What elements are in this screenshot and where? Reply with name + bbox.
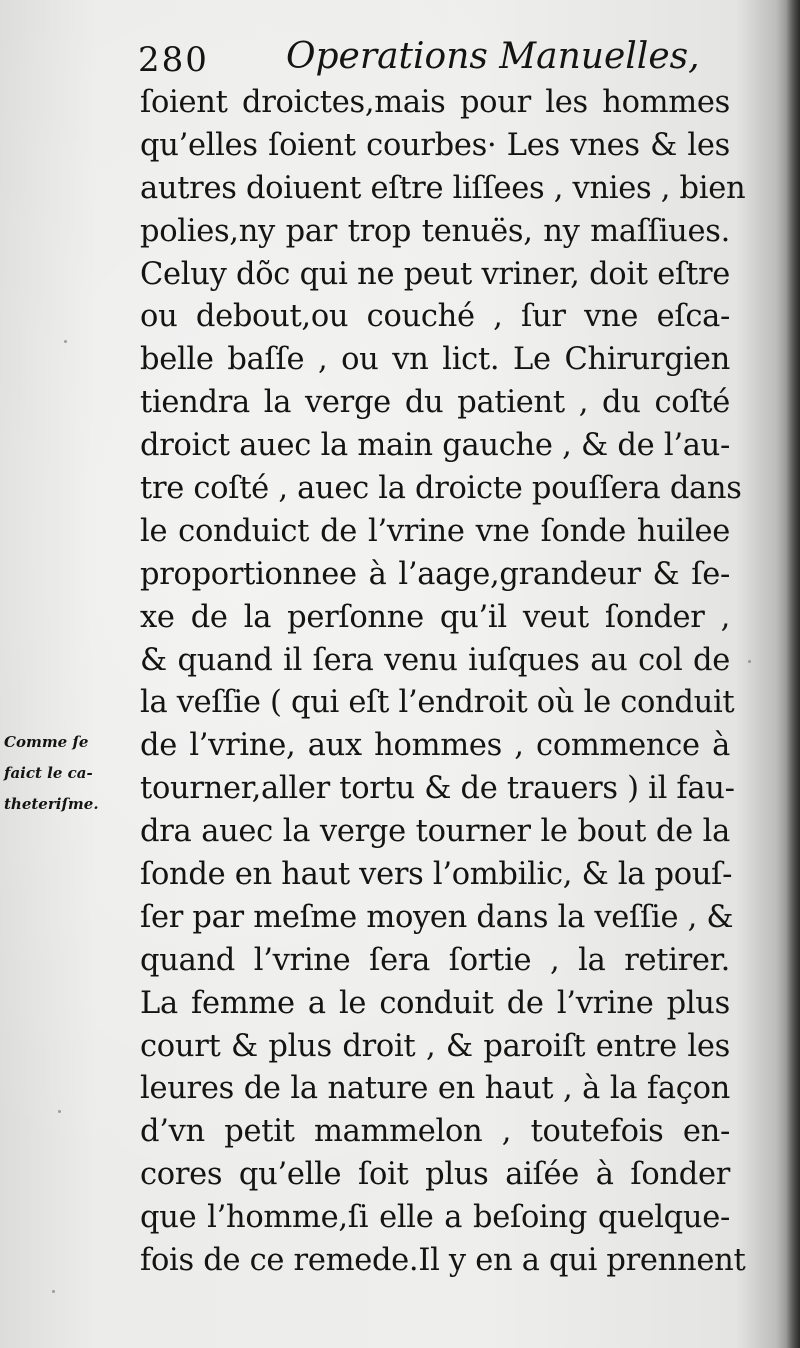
text-line: court & plus droit , & paroiſt entre les bbox=[140, 1028, 730, 1064]
paper-speck bbox=[64, 340, 67, 343]
text-line: ou debout,ou couché , ſur vne eſca- bbox=[140, 299, 730, 335]
text-line: fois de ce remede.Il y en a qui prennent bbox=[140, 1243, 746, 1279]
paper-speck bbox=[58, 1110, 61, 1113]
text-line: dra auec la verge tourner le bout de la bbox=[140, 814, 730, 850]
text-line: que l’homme,ſi elle a beſoing quelque- bbox=[140, 1200, 730, 1236]
text-line: tiendra la verge du patient , du coſté bbox=[140, 385, 730, 421]
text-line: ſer par meſme moyen dans la veſſie , & bbox=[140, 899, 734, 935]
text-line: tourner,aller tortu & de trauers ) il fau- bbox=[140, 771, 735, 807]
running-title: Operations Manuelles, bbox=[286, 36, 700, 77]
text-line: La femme a le conduit de l’vrine plus bbox=[140, 985, 730, 1021]
body-text bbox=[140, 82, 746, 1283]
paper-speck bbox=[748, 660, 751, 663]
text-line: de l’vrine, aux hommes , commence à bbox=[140, 728, 730, 764]
text-line: proportionnee à l’aage,grandeur & ſe- bbox=[140, 556, 730, 592]
text-line: cores qu’elle ſoit plus aiſée à ſonder bbox=[140, 1157, 730, 1193]
marginal-note-line: faict le ca- bbox=[4, 764, 93, 782]
text-line: belle baſſe , ou vn lict. Le Chirurgien bbox=[140, 342, 730, 378]
paper-speck bbox=[52, 1290, 55, 1293]
text-line: d’vn petit mammelon , toutefois en- bbox=[140, 1114, 730, 1150]
page-number: 280 bbox=[138, 40, 209, 80]
marginal-note bbox=[4, 727, 144, 820]
page-header bbox=[138, 34, 718, 84]
text-line: quand l’vrine ſera ſortie , la retirer. bbox=[140, 942, 730, 978]
text-line: & quand il ſera venu iuſques au col de bbox=[140, 642, 730, 678]
page-gutter-shadow bbox=[786, 0, 800, 1348]
marginal-note-line: Comme ſe bbox=[4, 733, 89, 751]
text-line: droict auec la main gauche , & de l’au- bbox=[140, 428, 730, 464]
text-line: xe de la perſonne qu’il veut ſonder , bbox=[140, 599, 730, 635]
text-line: la veſſie ( qui eſt l’endroit où le conduit bbox=[140, 685, 735, 721]
text-line: polies,ny par trop tenuës, ny maſſiues. bbox=[140, 213, 730, 249]
text-line: autres doiuent eſtre liſſees , vnies , bien bbox=[140, 170, 746, 206]
marginal-note-line: theteriſme. bbox=[4, 795, 99, 813]
text-line: ſoient droictes,mais pour les hommes bbox=[140, 85, 730, 120]
text-line: leures de la nature en haut , à la façon bbox=[140, 1071, 730, 1107]
text-line: le conduict de l’vrine vne ſonde huilee bbox=[140, 513, 730, 549]
text-line: Celuy dõc qui ne peut vriner, doit eſtre bbox=[140, 256, 730, 292]
text-line: tre coſté , auec la droicte pouſſera dans bbox=[140, 471, 742, 507]
text-line: qu’elles ſoient courbes· Les vnes & les bbox=[140, 127, 730, 163]
text-line: ſonde en haut vers l’ombilic, & la pouſ- bbox=[140, 857, 733, 893]
